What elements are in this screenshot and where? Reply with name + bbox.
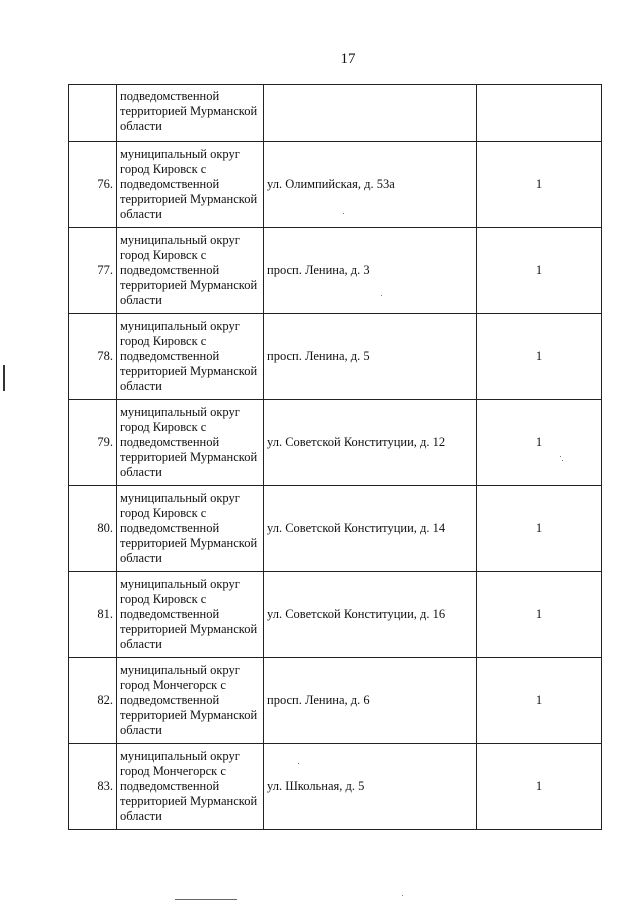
cell-municipality: муниципальный округ город Кировск с подведомственной территорией Мурманской области: [117, 572, 264, 658]
table-row: [69, 314, 602, 400]
cell-number: 79.: [69, 400, 117, 486]
scan-speck: [381, 295, 382, 296]
cell-count: 1: [477, 228, 602, 314]
cell-count: 1: [477, 400, 602, 486]
cell-address: ул. Олимпийская, д. 53а: [264, 142, 477, 228]
cell-address: просп. Ленина, д. 6: [264, 658, 477, 744]
cell-number: 80.: [69, 486, 117, 572]
cell-municipality: муниципальный округ город Кировск с подведомственной территорией Мурманской области: [117, 228, 264, 314]
table-row: [69, 400, 602, 486]
scan-speck: [402, 895, 403, 896]
table-row: [69, 486, 602, 572]
address-table: [68, 84, 602, 830]
cell-address: ул. Советской Конституции, д. 12: [264, 400, 477, 486]
cell-count: 1: [477, 658, 602, 744]
cell-count: 1: [477, 314, 602, 400]
cell-address: [264, 85, 477, 142]
cell-count: 1: [477, 486, 602, 572]
cell-municipality: муниципальный округ город Мончегорск с подведомственной территорией Мурманской области: [117, 658, 264, 744]
cell-number: 78.: [69, 314, 117, 400]
cell-count: 1: [477, 572, 602, 658]
cell-address: ул. Школьная, д. 5: [264, 744, 477, 830]
table-row: [69, 744, 602, 830]
cell-count: 1: [477, 744, 602, 830]
table-row: [69, 572, 602, 658]
cell-address: просп. Ленина, д. 5: [264, 314, 477, 400]
footer-line: [175, 899, 237, 900]
cell-count: [477, 85, 602, 142]
cell-number: [69, 85, 117, 142]
table-row: [69, 228, 602, 314]
cell-municipality: муниципальный округ город Кировск с подведомственной территорией Мурманской области: [117, 486, 264, 572]
cell-count: 1: [477, 142, 602, 228]
cell-municipality: муниципальный округ город Мончегорск с подведомственной территорией Мурманской области: [117, 744, 264, 830]
cell-municipality: муниципальный округ город Кировск с подведомственной территорией Мурманской области: [117, 142, 264, 228]
scan-speck: [343, 213, 344, 214]
page-number: 17: [340, 51, 356, 67]
scan-speck: [562, 460, 563, 461]
cell-number: 77.: [69, 228, 117, 314]
table-row: [69, 658, 602, 744]
cell-number: 82.: [69, 658, 117, 744]
cell-municipality: муниципальный округ город Кировск с подведомственной территорией Мурманской области: [117, 400, 264, 486]
scan-speck: [298, 763, 299, 764]
table-row-continuation: [69, 85, 602, 142]
cell-address: просп. Ленина, д. 3: [264, 228, 477, 314]
scan-speck: [560, 456, 561, 457]
cell-municipality: подведомственной территорией Мурманской области: [117, 85, 264, 142]
cell-number: 81.: [69, 572, 117, 658]
cell-number: 83.: [69, 744, 117, 830]
cell-number: 76.: [69, 142, 117, 228]
cell-municipality: муниципальный округ город Кировск с подведомственной территорией Мурманской области: [117, 314, 264, 400]
cell-address: ул. Советской Конституции, д. 14: [264, 486, 477, 572]
cell-address: ул. Советской Конституции, д. 16: [264, 572, 477, 658]
scan-margin-mark: [3, 365, 5, 391]
table-row: [69, 142, 602, 228]
